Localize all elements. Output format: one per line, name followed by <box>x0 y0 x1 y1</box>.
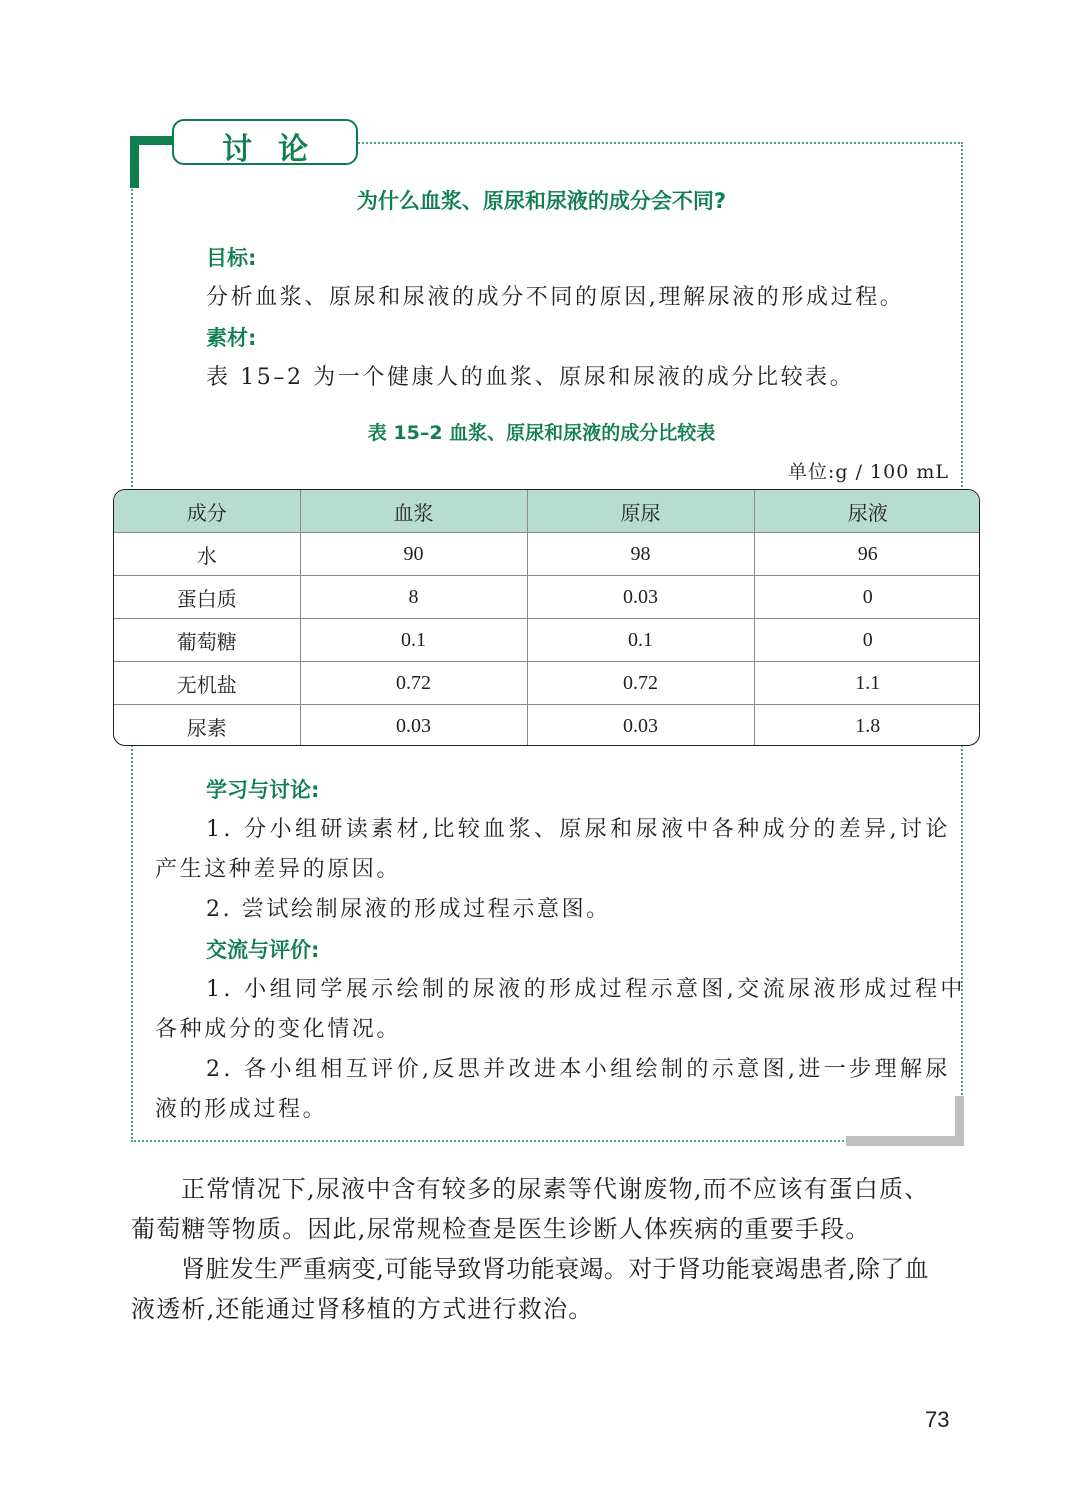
table-unit: 单位:g / 100 mL <box>788 461 949 483</box>
corner-decoration-top <box>130 136 178 145</box>
cell-value: 0 <box>754 576 980 619</box>
cell-component: 葡萄糖 <box>114 619 300 662</box>
cell-value: 1.8 <box>754 705 980 747</box>
table-row <box>114 662 980 705</box>
cell-value: 0.03 <box>527 576 754 619</box>
composition-table <box>113 489 980 746</box>
study-heading: 学习与讨论: <box>206 778 320 802</box>
discussion-title: 讨论 <box>222 132 334 167</box>
cell-value: 0.1 <box>300 619 527 662</box>
page-number: 73 <box>925 1407 950 1432</box>
header-component: 成分 <box>114 490 300 533</box>
table-row <box>114 619 980 662</box>
goal-heading: 目标: <box>206 246 257 270</box>
cell-value: 0.1 <box>527 619 754 662</box>
body-paragraph-2-line2: 液透析,还能通过肾移植的方式进行救治。 <box>131 1295 594 1323</box>
goal-text: 分析血浆、原尿和尿液的成分不同的原因,理解尿液的形成过程。 <box>206 285 905 310</box>
cell-value: 0.72 <box>527 662 754 705</box>
exchange-item-1-line2: 各种成分的变化情况。 <box>155 1017 402 1042</box>
cell-value: 90 <box>300 533 527 576</box>
body-paragraph-1-line2: 葡萄糖等物质。因此,尿常规检查是医生诊断人体疾病的重要手段。 <box>131 1215 871 1243</box>
corner-shadow-horizontal <box>846 1136 964 1146</box>
cell-value: 8 <box>300 576 527 619</box>
exchange-item-2-line1: 2. 各小组相互评价,反思并改进本小组绘制的示意图,进一步理解尿 <box>206 1057 951 1082</box>
cell-value: 1.1 <box>754 662 980 705</box>
body-paragraph-2-line1: 肾脏发生严重病变,可能导致肾功能衰竭。对于肾功能衰竭患者,除了血 <box>181 1255 930 1283</box>
header-urine: 尿液 <box>754 490 980 533</box>
table-row <box>114 533 980 576</box>
cell-value: 0.03 <box>300 705 527 747</box>
cell-value: 0 <box>754 619 980 662</box>
table-caption: 表 15–2 血浆、原尿和尿液的成分比较表 <box>367 422 716 444</box>
cell-component: 蛋白质 <box>114 576 300 619</box>
cell-value: 96 <box>754 533 980 576</box>
study-item-1-line2: 产生这种差异的原因。 <box>155 857 402 882</box>
exchange-heading: 交流与评价: <box>206 938 320 962</box>
material-heading: 素材: <box>206 326 257 350</box>
cell-component: 水 <box>114 533 300 576</box>
cell-value: 0.03 <box>527 705 754 747</box>
table-header-row <box>114 490 980 533</box>
discussion-title-tab <box>172 119 358 165</box>
cell-component: 无机盐 <box>114 662 300 705</box>
cell-component: 尿素 <box>114 705 300 747</box>
exchange-item-1-line1: 1. 小组同学展示绘制的尿液的形成过程示意图,交流尿液形成过程中 <box>206 977 966 1002</box>
table-row <box>114 576 980 619</box>
cell-value: 0.72 <box>300 662 527 705</box>
cell-value: 98 <box>527 533 754 576</box>
header-plasma: 血浆 <box>300 490 527 533</box>
study-item-2: 2. 尝试绘制尿液的形成过程示意图。 <box>206 897 611 922</box>
discussion-question: 为什么血浆、原尿和尿液的成分会不同? <box>356 189 727 213</box>
exchange-item-2-line2: 液的形成过程。 <box>155 1097 328 1122</box>
header-primary-urine: 原尿 <box>527 490 754 533</box>
material-text: 表 15–2 为一个健康人的血浆、原尿和尿液的成分比较表。 <box>206 365 855 390</box>
table-row <box>114 705 980 747</box>
body-paragraph-1-line1: 正常情况下,尿液中含有较多的尿素等代谢废物,而不应该有蛋白质、 <box>181 1175 930 1203</box>
study-item-1-line1: 1. 分小组研读素材,比较血浆、原尿和尿液中各种成分的差异,讨论 <box>206 817 951 842</box>
